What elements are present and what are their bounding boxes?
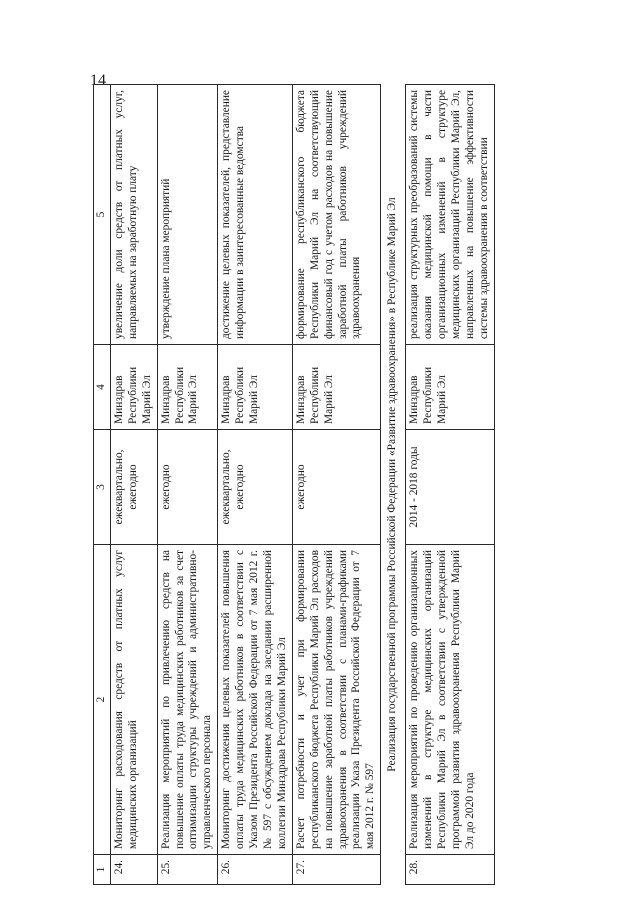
landscape-table-container xyxy=(93,85,547,885)
row-number: 26. xyxy=(218,855,293,885)
column-number-1: 1 xyxy=(94,855,111,885)
row-number: 24. xyxy=(110,855,157,885)
table-header-row xyxy=(94,85,111,885)
row-executor: Минздрав Республики Марий Эл xyxy=(110,345,157,430)
row-number: 28. xyxy=(406,855,494,885)
page-number: 14 xyxy=(90,72,106,89)
table-row xyxy=(157,85,218,885)
row-period: ежеквартально, ежегодно xyxy=(110,430,157,545)
row-action: Реализация мероприятий по проведению организационных изменений в структуре медицинских организаций Республики Марий Эл в соответствии с утвержденной программой развития здравоохранения Республики Марий Эл до 2020 года xyxy=(406,545,494,855)
row-period: ежеквартально, ежегодно xyxy=(218,430,293,545)
row-executor: Минздрав Республики Марий Эл xyxy=(406,345,494,430)
table-row xyxy=(110,85,157,885)
table-row xyxy=(292,85,380,885)
row-result: достижение целевых показателей, представление информации в заинтересованные ведомства xyxy=(218,85,293,345)
row-action: Расчет потребности и учет при формировании республиканского бюджета Республики Марий Эл расходов на повышение заработной платы работников учреждений здравоохранения в соответствии с планами-графиками реализации Указа Президента Российской Федерации от 7 мая 2012 г. № 597 xyxy=(292,545,380,855)
measures-table xyxy=(93,84,495,885)
row-result: формирование республиканского бюджета Республики Марий Эл на соответствующий финансовый год с учетом расходов на повышение заработной платы работников учреждений здравоохранения xyxy=(292,85,380,345)
column-number-2: 2 xyxy=(94,545,111,855)
row-number: 27. xyxy=(292,855,380,885)
row-executor: Минздрав Республики Марий Эл xyxy=(157,345,218,430)
column-number-4: 4 xyxy=(94,345,111,430)
column-number-3: 3 xyxy=(94,430,111,545)
row-result: реализация структурных преобразований системы оказания медицинской помощи в части организационных изменений в структуре медицинских организаций Республики Марий Эл, направленных на повышение эффективности системы здравоохранения в соответствии xyxy=(406,85,494,345)
row-action: Мониторинг достижения целевых показателей повышения оплаты труда медицинских работников в соответствии с Указом Президента Российской Федерации от 7 мая 2012 г. № 597 с обсуждением доклада на заседании расширенной коллегии Минздрава Республики Марий Эл xyxy=(218,545,293,855)
row-executor: Минздрав Республики Марий Эл xyxy=(218,345,293,430)
column-number-5: 5 xyxy=(94,85,111,345)
row-executor: Минздрав Республики Марий Эл xyxy=(292,345,380,430)
row-result: увеличение доли средств от платных услуг, направляемых на заработную плату xyxy=(110,85,157,345)
table-row xyxy=(406,85,494,885)
row-number: 25. xyxy=(157,855,218,885)
row-period: ежегодно xyxy=(157,430,218,545)
row-action: Мониторинг расходования средств от платных услуг медицинских организаций xyxy=(110,545,157,855)
row-result: утверждение плана мероприятий xyxy=(157,85,218,345)
table-row xyxy=(218,85,293,885)
section-title-row xyxy=(381,85,406,885)
section-title: Реализация государственной программы Российской Федерации «Развитие здравоохранения» в Республике Марий Эл xyxy=(381,85,406,885)
row-period: ежегодно xyxy=(292,430,380,545)
row-period: 2014 - 2018 годы xyxy=(406,430,494,545)
row-action: Реализация мероприятий по привлечению средств на повышение оплаты труда медицинских работников за счет оптимизации структуры учреждений и административно-управленческого персонала xyxy=(157,545,218,855)
